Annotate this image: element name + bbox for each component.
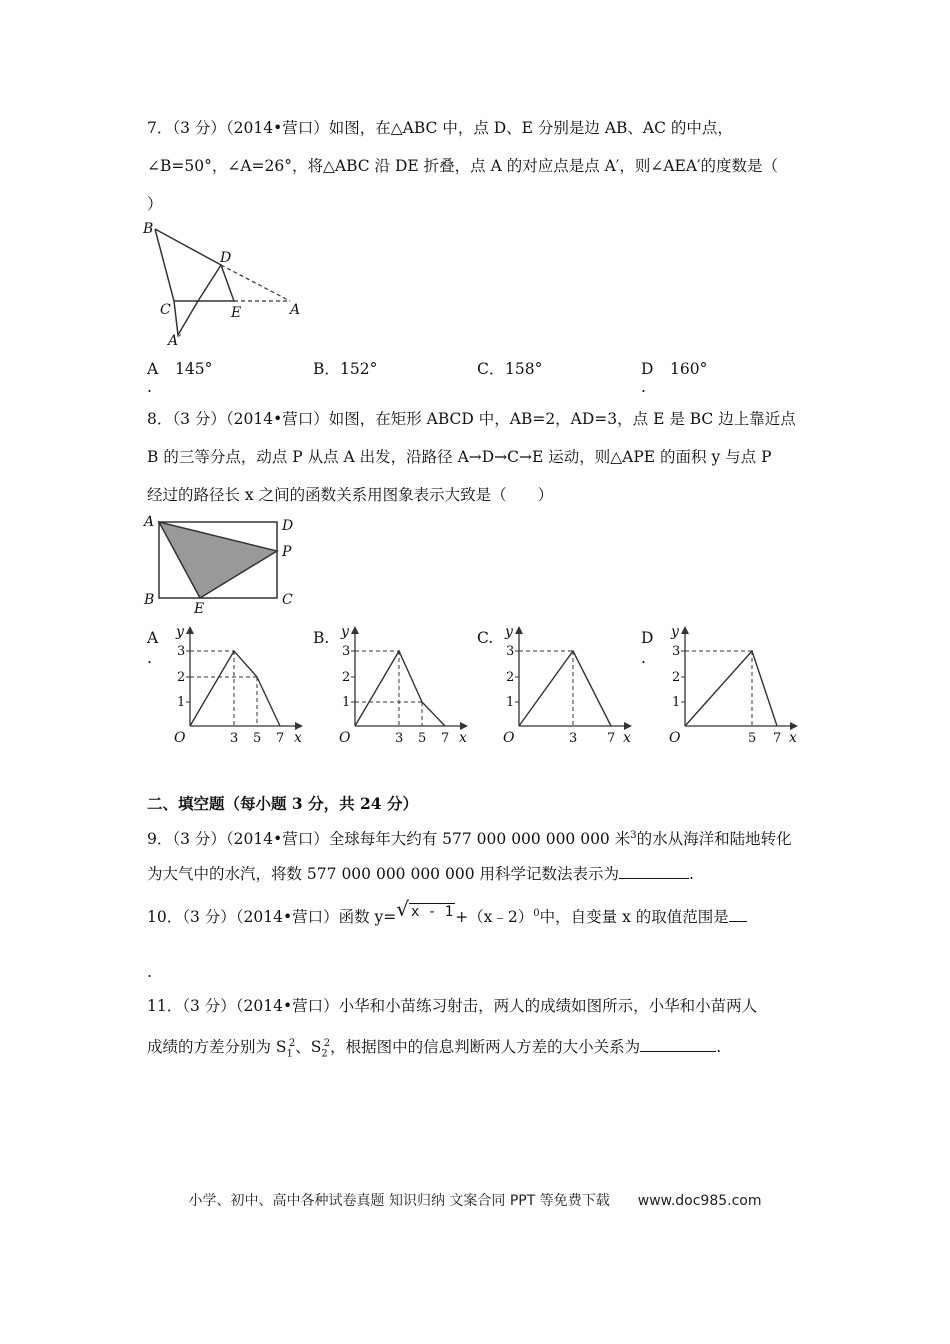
footer-link[interactable]: www.doc985.com xyxy=(637,1193,762,1209)
svg-text:y: y xyxy=(341,624,349,640)
svg-text:x: x xyxy=(623,730,631,746)
svg-text:3: 3 xyxy=(177,644,186,659)
svg-text:2: 2 xyxy=(177,670,186,685)
svg-text:1: 1 xyxy=(672,695,681,710)
q7-option-c-letter: C． xyxy=(477,360,505,378)
svg-text:7: 7 xyxy=(441,731,450,746)
svg-text:O: O xyxy=(174,730,186,746)
svg-text:7: 7 xyxy=(276,731,285,746)
q8-label-b: B xyxy=(144,592,155,608)
q8-option-b: B. xyxy=(313,629,330,647)
q7-label-e: E xyxy=(231,305,242,321)
q8-graph-d xyxy=(665,622,805,746)
svg-text:3: 3 xyxy=(342,644,351,659)
svg-text:1: 1 xyxy=(342,695,351,710)
q7-option-a-letter: A xyxy=(147,360,159,378)
q8-graph-b xyxy=(335,622,475,746)
svg-text:O: O xyxy=(669,730,681,746)
sqrt-expression: √ x - 1 xyxy=(396,897,454,922)
q9-answer-blank xyxy=(619,864,689,879)
svg-text:3: 3 xyxy=(230,731,239,746)
svg-text:7: 7 xyxy=(773,731,782,746)
q7-line3: ） xyxy=(147,195,163,213)
q7-option-a-value: 145° xyxy=(175,360,213,378)
q9-line1: 9．（3 分）（2014•营口）全球每年大约有 577 000 000 000 000 米$^3$的水从海洋和陆地转化 xyxy=(147,830,792,849)
q7-label-d: D xyxy=(220,250,232,266)
q8-label-d: D xyxy=(282,518,294,534)
svg-text:y: y xyxy=(671,624,679,640)
q10-line: 10．（3 分）（2014•营口）函数 y=√ x - 1 +（x﹣2）$^0$中，自变量 x 的取值范围是 xyxy=(147,904,747,928)
q8-option-d: D xyxy=(641,629,654,647)
q11-line2: 成绩的方差分别为 $S_1^2$、$S_2^2$，根据图中的信息判断两人方差的大小关系为 . xyxy=(147,1038,722,1060)
q7-figure xyxy=(140,215,320,355)
q8-rectangle-figure xyxy=(140,510,310,620)
svg-text:1: 1 xyxy=(177,695,186,710)
q11-answer-blank xyxy=(640,1037,716,1052)
svg-text:x: x xyxy=(294,730,302,746)
q7-option-d-letter: D xyxy=(641,360,654,378)
q7-label-b: B xyxy=(143,221,154,237)
q7-line1: 7．（3 分）（2014•营口）如图，在△ABC 中，点 D、E 分别是边 AB、AC 的中点， xyxy=(147,119,733,137)
q7-option-d-value: 160° xyxy=(670,360,708,378)
q8-option-c: C. xyxy=(477,629,494,647)
q8-label-e: E xyxy=(194,601,205,617)
svg-text:5: 5 xyxy=(748,731,757,746)
q7-line2: ∠B=50°，∠A=26°，将△ABC 沿 DE 折叠，点 A 的对应点是点 A′，则∠AEA′的度数是（ xyxy=(147,157,779,175)
svg-text:3: 3 xyxy=(569,731,578,746)
q7-label-a: A xyxy=(290,302,301,318)
svg-text:1: 1 xyxy=(506,695,515,710)
q7-option-c-value: 158° xyxy=(505,360,543,378)
svg-text:3: 3 xyxy=(506,644,515,659)
page-footer xyxy=(0,1190,950,1210)
q8-label-a: A xyxy=(144,514,155,530)
svg-text:7: 7 xyxy=(607,731,616,746)
svg-text:5: 5 xyxy=(253,731,262,746)
q8-line1: 8．（3 分）（2014•营口）如图，在矩形 ABCD 中，AB=2，AD=3，点 E 是 BC 边上靠近点 xyxy=(147,410,796,428)
q8-graph-c xyxy=(499,622,639,746)
q8-option-a: A xyxy=(147,629,159,647)
section-2-heading: 二、填空题（每小题 3 分，共 24 分） xyxy=(147,794,418,813)
q7-label-a-prime: A′ xyxy=(168,333,182,349)
q7-option-b-letter: B． xyxy=(313,360,340,378)
q8-line2: B 的三等分点，动点 P 从点 A 出发，沿路径 A→D→C→E 运动，则△APE 的面积 y 与点 P xyxy=(147,448,772,466)
q8-label-p: P xyxy=(282,544,292,560)
q8-line3: 经过的路径长 x 之间的函数关系用图象表示大致是（ ） xyxy=(147,486,554,504)
svg-text:O: O xyxy=(503,730,515,746)
svg-text:O: O xyxy=(339,730,351,746)
svg-text:2: 2 xyxy=(506,670,515,685)
q9-line2: 为大气中的水汽，将数 577 000 000 000 000 用科学记数法表示为 . xyxy=(147,865,694,883)
q11-line1: 11．（3 分）（2014•营口）小华和小苗练习射击，两人的成绩如图所示，小华和小苗两人 xyxy=(147,997,758,1015)
footer-text: 小学、初中、高中各种试卷真题 知识归纳 文案合同 PPT 等免费下载 xyxy=(188,1193,610,1209)
q8-graph-a xyxy=(170,622,310,746)
q10-answer-blank xyxy=(729,907,747,922)
svg-text:y: y xyxy=(505,624,513,640)
q7-option-b-value: 152° xyxy=(340,360,378,378)
svg-text:x: x xyxy=(459,730,467,746)
svg-text:3: 3 xyxy=(395,731,404,746)
q8-label-c: C xyxy=(282,592,293,608)
svg-text:5: 5 xyxy=(418,731,427,746)
q10-dot: . xyxy=(147,963,152,981)
svg-text:y: y xyxy=(176,624,184,640)
svg-text:2: 2 xyxy=(342,670,351,685)
svg-text:x: x xyxy=(789,730,797,746)
svg-text:2: 2 xyxy=(672,670,681,685)
q7-label-c: C xyxy=(160,302,171,318)
svg-text:3: 3 xyxy=(672,644,681,659)
